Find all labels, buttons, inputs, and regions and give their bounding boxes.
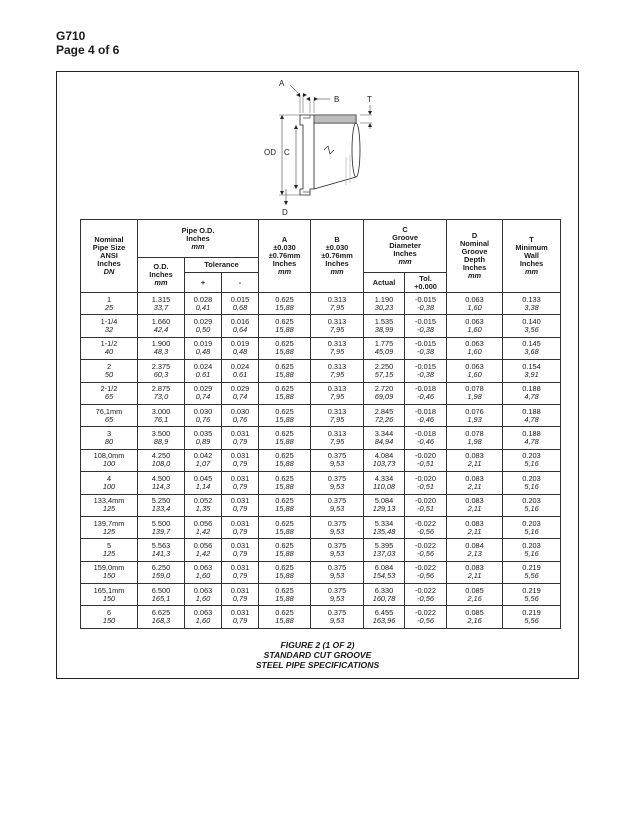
table-cell: 0.188 4,78 (503, 382, 561, 404)
table-cell: 2.875 73,0 (138, 382, 185, 404)
table-cell: 0.219 5,56 (503, 606, 561, 628)
table-cell: 0.145 3,68 (503, 337, 561, 359)
table-cell: 6 150 (81, 606, 138, 628)
table-cell: 0.313 7,95 (311, 360, 364, 382)
table-cell: 6.084 154,53 (364, 561, 405, 583)
table-cell: 0.028 0,41 (185, 293, 222, 315)
table-cell: 2 50 (81, 360, 138, 382)
table-cell: 0.015 0,68 (222, 293, 259, 315)
table-cell: 2.845 72,26 (364, 404, 405, 426)
table-cell: 2-1/2 65 (81, 382, 138, 404)
table-cell: 0.031 0,79 (222, 472, 259, 494)
table-cell: 0.375 9,53 (311, 494, 364, 516)
table-cell: 0.063 1,60 (185, 584, 222, 606)
table-cell: 5.500 139,7 (138, 516, 185, 538)
table-cell: 0.031 0,79 (222, 494, 259, 516)
table-cell: 1-1/2 40 (81, 337, 138, 359)
table-row (81, 404, 561, 426)
table-row (81, 561, 561, 583)
header-tol: Tol. +0.000 (405, 273, 447, 293)
header-b: B ±0.030 ±0.76mm Inches mm (311, 220, 364, 293)
table-cell: 1.660 42,4 (138, 315, 185, 337)
table-cell: 1.775 45,09 (364, 337, 405, 359)
figure-caption-line3: STEEL PIPE SPECIFICATIONS (255, 660, 380, 670)
table-row (81, 472, 561, 494)
table-cell: 1.900 48,3 (138, 337, 185, 359)
table-cell: -0.015 -0,38 (405, 337, 447, 359)
table-cell: 0.375 9,53 (311, 584, 364, 606)
table-row (81, 449, 561, 471)
figure-caption-line2: STANDARD CUT GROOVE (263, 650, 372, 660)
table-cell: 0.625 15,88 (259, 427, 311, 449)
table-cell: 0.313 7,95 (311, 382, 364, 404)
dim-label-t: T (367, 95, 372, 104)
table-cell: 3 80 (81, 427, 138, 449)
table-cell: 0.042 1,07 (185, 449, 222, 471)
table-cell: -0.015 -0,38 (405, 360, 447, 382)
table-cell: 0.625 15,88 (259, 293, 311, 315)
table-cell: 0.313 7,95 (311, 404, 364, 426)
table-cell: 0.030 0,76 (185, 404, 222, 426)
table-cell: 0.203 5,16 (503, 539, 561, 561)
table-cell: 0.031 0,79 (222, 561, 259, 583)
table-cell: 0.625 15,88 (259, 337, 311, 359)
table-cell: -0.018 -0,46 (405, 404, 447, 426)
table-cell: 0.083 2,11 (447, 494, 503, 516)
table-cell: 0.016 0,64 (222, 315, 259, 337)
table-cell: -0.018 -0,46 (405, 382, 447, 404)
table-cell: 0.375 9,53 (311, 539, 364, 561)
table-cell: 0.203 5,16 (503, 472, 561, 494)
table-cell: 4.500 114,3 (138, 472, 185, 494)
table-cell: 1.315 33,7 (138, 293, 185, 315)
table-cell: 5.563 141,3 (138, 539, 185, 561)
table-cell: 76,1mm 65 (81, 404, 138, 426)
table-cell: 6.455 163,96 (364, 606, 405, 628)
header-minus: - (222, 273, 259, 293)
table-cell: 0.063 1,60 (447, 360, 503, 382)
table-cell: 0.076 1,93 (447, 404, 503, 426)
table-cell: 159,0mm 150 (81, 561, 138, 583)
table-cell: 0.375 9,53 (311, 516, 364, 538)
table-cell: 0.029 0,50 (185, 315, 222, 337)
table-cell: 0.024 0.61 (222, 360, 259, 382)
table-cell: 0.031 0,79 (222, 539, 259, 561)
table-cell: -0.020 -0,51 (405, 472, 447, 494)
table-cell: 0.133 3,38 (503, 293, 561, 315)
table-cell: 0.219 5,56 (503, 584, 561, 606)
table-cell: 0.625 15,88 (259, 516, 311, 538)
table-cell: 0.052 1,35 (185, 494, 222, 516)
table-cell: 0.625 15,88 (259, 539, 311, 561)
table-cell: 5.395 137,03 (364, 539, 405, 561)
table-cell: 2.375 60,3 (138, 360, 185, 382)
header-pipe-od: Pipe O.D. Inches mm (138, 220, 259, 258)
table-cell: 0.083 2,11 (447, 449, 503, 471)
dim-label-od: OD (264, 148, 276, 157)
table-cell: 5.334 135,48 (364, 516, 405, 538)
table-cell: 0.375 9,53 (311, 472, 364, 494)
table-cell: 4.334 110,08 (364, 472, 405, 494)
table-cell: 3.500 88,9 (138, 427, 185, 449)
page-number: Page 4 of 6 (56, 43, 120, 57)
header-tolerance: Tolerance (185, 258, 259, 273)
table-cell: 0.063 1,60 (447, 337, 503, 359)
table-cell: -0.022 -0,56 (405, 606, 447, 628)
table-cell: 2.720 69,09 (364, 382, 405, 404)
table-cell: 0.035 0,89 (185, 427, 222, 449)
table-cell: 5.250 133,4 (138, 494, 185, 516)
table-cell: 0.203 5,16 (503, 449, 561, 471)
table-cell: 0.375 9,53 (311, 561, 364, 583)
table-cell: 0.625 15,88 (259, 606, 311, 628)
table-cell: 3.344 84,94 (364, 427, 405, 449)
table-cell: 0.140 3,56 (503, 315, 561, 337)
table-cell: 0.031 0,79 (222, 427, 259, 449)
table-row (81, 315, 561, 337)
table-cell: 1.535 38,99 (364, 315, 405, 337)
document-id: G710 (56, 29, 86, 43)
dim-label-c: C (284, 148, 290, 157)
table-cell: 0.083 2,11 (447, 472, 503, 494)
table-cell: 0.029 0,74 (185, 382, 222, 404)
table-cell: 4.084 103,73 (364, 449, 405, 471)
table-cell: 0.019 0,48 (222, 337, 259, 359)
table-cell: 0.056 1,42 (185, 539, 222, 561)
figure-caption-title: FIGURE 2 (1 OF 2) (280, 640, 355, 650)
table-row (81, 382, 561, 404)
table-cell: 0.625 15,88 (259, 382, 311, 404)
table-cell: 139,7mm 125 (81, 516, 138, 538)
table-cell: 0.625 15,88 (259, 315, 311, 337)
table-cell: 0.219 5,56 (503, 561, 561, 583)
table-cell: -0.020 -0,51 (405, 449, 447, 471)
table-cell: 0.375 9,53 (311, 449, 364, 471)
table-cell: 0.031 0,79 (222, 606, 259, 628)
table-cell: 6.330 160,78 (364, 584, 405, 606)
table-cell: 0.203 5,16 (503, 516, 561, 538)
table-cell: 0.313 7,95 (311, 315, 364, 337)
table-cell: 0.313 7,95 (311, 293, 364, 315)
header-c: C Groove Diameter Inches mm (364, 220, 447, 273)
table-cell: 0.625 15,88 (259, 561, 311, 583)
table-cell: 6.250 159,0 (138, 561, 185, 583)
table-cell: -0.020 -0,51 (405, 494, 447, 516)
header-plus: + (185, 273, 222, 293)
table-cell: 0.625 15,88 (259, 584, 311, 606)
table-cell: -0.022 -0,56 (405, 561, 447, 583)
table-cell: 0.625 15,88 (259, 360, 311, 382)
table-cell: 133,4mm 125 (81, 494, 138, 516)
dim-label-b: B (334, 95, 340, 104)
table-cell: 0.019 0,48 (185, 337, 222, 359)
table-cell: 0.031 0,79 (222, 584, 259, 606)
header-od: O.D. Inches mm (138, 258, 185, 293)
table-cell: 0.078 1,98 (447, 427, 503, 449)
table-cell: 1.190 30,23 (364, 293, 405, 315)
table-cell: 0.083 2,11 (447, 516, 503, 538)
table-cell: 5.084 129,13 (364, 494, 405, 516)
table-row (81, 606, 561, 628)
table-cell: 0.084 2,13 (447, 539, 503, 561)
table-cell: 5 125 (81, 539, 138, 561)
table-cell: 2.250 57,15 (364, 360, 405, 382)
table-cell: 0.154 3,91 (503, 360, 561, 382)
dim-label-d: D (282, 208, 288, 217)
spec-table (80, 219, 561, 629)
header-d: D Nominal Groove Depth Inches mm (447, 220, 503, 293)
table-cell: 0.024 0.61 (185, 360, 222, 382)
table-cell: 0.625 15,88 (259, 472, 311, 494)
table-cell: -0.015 -0,38 (405, 315, 447, 337)
table-cell: 0.063 1,60 (447, 315, 503, 337)
table-cell: 4.250 108,0 (138, 449, 185, 471)
table-cell: -0.018 -0,46 (405, 427, 447, 449)
table-row (81, 539, 561, 561)
table-cell: 0.063 1,60 (447, 293, 503, 315)
table-cell: -0.022 -0,56 (405, 516, 447, 538)
dim-label-a: A (279, 79, 285, 88)
table-cell: -0.022 -0,56 (405, 539, 447, 561)
table-cell: 0.083 2,11 (447, 561, 503, 583)
table-cell: 0.031 0,79 (222, 449, 259, 471)
table-cell: 165,1mm 150 (81, 584, 138, 606)
header-nominal: Nominal Pipe Size ANSI Inches DN (81, 220, 138, 293)
table-row (81, 337, 561, 359)
table-cell: 0.078 1,98 (447, 382, 503, 404)
header-a: A ±0.030 ±0.76mm Inches mm (259, 220, 311, 293)
spec-table-body (81, 293, 561, 629)
table-cell: 6.625 168,3 (138, 606, 185, 628)
table-cell: 0.085 2,16 (447, 584, 503, 606)
table-cell: 0.313 7,95 (311, 337, 364, 359)
table-cell: 3.000 76,1 (138, 404, 185, 426)
groove-diagram (246, 77, 396, 217)
table-cell: 0.625 15,88 (259, 404, 311, 426)
table-row (81, 584, 561, 606)
table-cell: -0.022 -0,56 (405, 584, 447, 606)
table-cell: 0.056 1,42 (185, 516, 222, 538)
table-row (81, 427, 561, 449)
table-cell: 4 100 (81, 472, 138, 494)
table-cell: 0.375 9,53 (311, 606, 364, 628)
table-row (81, 516, 561, 538)
table-cell: 0.188 4,78 (503, 427, 561, 449)
table-cell: 0.029 0,74 (222, 382, 259, 404)
table-cell: 0.203 5,16 (503, 494, 561, 516)
table-cell: 1 25 (81, 293, 138, 315)
table-cell: 0.063 1,60 (185, 561, 222, 583)
table-row (81, 293, 561, 315)
header-actual: Actual (364, 273, 405, 293)
table-cell: 0.045 1,14 (185, 472, 222, 494)
table-cell: 0.188 4,78 (503, 404, 561, 426)
table-cell: 0.625 15,88 (259, 494, 311, 516)
table-cell: -0.015 -0,38 (405, 293, 447, 315)
table-cell: 6.500 165,1 (138, 584, 185, 606)
table-cell: 108,0mm 100 (81, 449, 138, 471)
table-cell: 0.313 7,95 (311, 427, 364, 449)
table-row (81, 360, 561, 382)
table-cell: 0.085 2,16 (447, 606, 503, 628)
table-cell: 1-1/4 32 (81, 315, 138, 337)
table-cell: 0.063 1,60 (185, 606, 222, 628)
table-cell: 0.625 15,88 (259, 449, 311, 471)
header-t: T Minimum Wall Inches mm (503, 220, 561, 293)
table-cell: 0.031 0,79 (222, 516, 259, 538)
table-row (81, 494, 561, 516)
table-cell: 0.030 0,76 (222, 404, 259, 426)
